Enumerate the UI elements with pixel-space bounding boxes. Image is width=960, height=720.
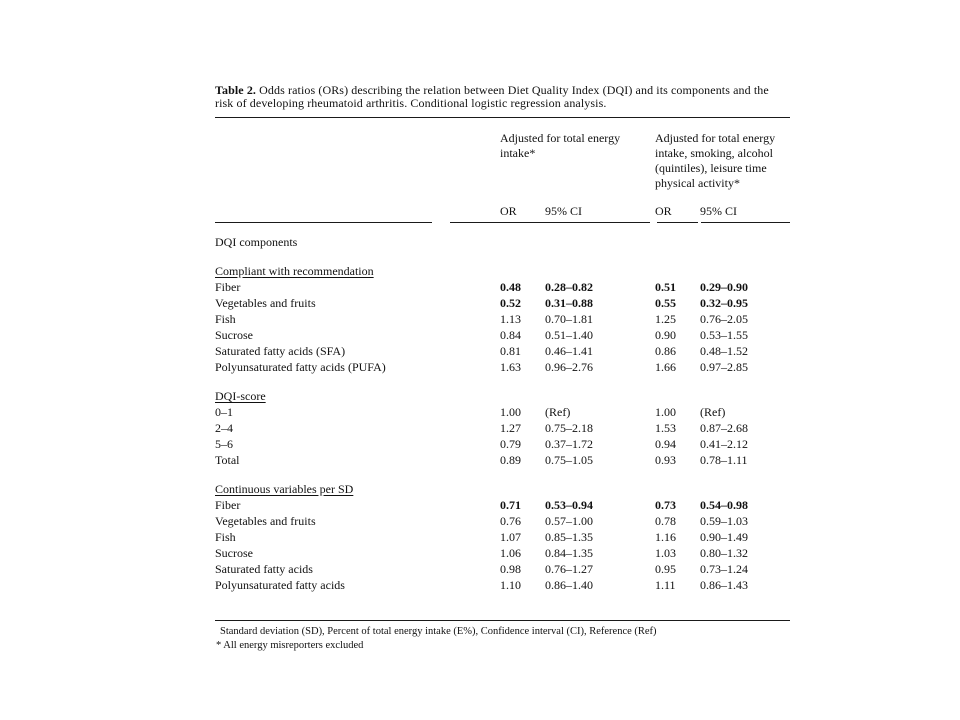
table-caption-number: Table 2. bbox=[215, 83, 257, 97]
table-row bbox=[215, 404, 790, 420]
or-column-header-2: OR bbox=[655, 204, 672, 218]
cell-or1: 0.71 bbox=[500, 498, 521, 512]
cell-ci1: 0.57–1.00 bbox=[545, 514, 593, 528]
cell-or1: 1.10 bbox=[500, 578, 521, 592]
ci-column-header-2: 95% CI bbox=[700, 204, 737, 218]
table-caption bbox=[215, 84, 790, 110]
cell-ci2: 0.97–2.85 bbox=[700, 360, 748, 374]
cell-label: Total bbox=[215, 453, 240, 467]
caption-divider-rule bbox=[215, 117, 790, 118]
cell-ci2: 0.29–0.90 bbox=[700, 280, 748, 294]
cell-or1: 0.98 bbox=[500, 562, 521, 576]
spacer-row bbox=[215, 375, 790, 388]
header-divider-rule bbox=[215, 222, 790, 223]
table-row bbox=[215, 420, 790, 436]
cell-label: 2–4 bbox=[215, 421, 233, 435]
cell-ci2: 0.73–1.24 bbox=[700, 562, 748, 576]
cell-label: Saturated fatty acids (SFA) bbox=[215, 344, 346, 358]
cell-or2: 0.95 bbox=[655, 562, 676, 576]
table-row bbox=[215, 359, 790, 375]
cell-ci1: 0.85–1.35 bbox=[545, 530, 593, 544]
cell-or2: 0.73 bbox=[655, 498, 676, 512]
section-heading: Compliant with recommendation bbox=[215, 264, 374, 278]
or-column-header-1: OR bbox=[500, 204, 517, 218]
cell-label: 0–1 bbox=[215, 405, 233, 419]
cell-label: Saturated fatty acids bbox=[215, 562, 313, 576]
cell-ci1: 0.46–1.41 bbox=[545, 344, 593, 358]
table-row bbox=[215, 343, 790, 359]
cell-or1: 0.52 bbox=[500, 296, 521, 310]
table-row bbox=[215, 529, 790, 545]
cell-or2: 1.03 bbox=[655, 546, 676, 560]
table-row bbox=[215, 545, 790, 561]
cell-or2: 0.78 bbox=[655, 514, 676, 528]
cell-or1: 1.00 bbox=[500, 405, 521, 419]
cell-or2: 1.25 bbox=[655, 312, 676, 326]
cell-ci1: 0.37–1.72 bbox=[545, 437, 593, 451]
cell-label: 5–6 bbox=[215, 437, 233, 451]
cell-or2: 0.86 bbox=[655, 344, 676, 358]
header-rule-segment-or2 bbox=[657, 222, 698, 223]
footnote-asterisk: * All energy misreporters excluded bbox=[216, 639, 364, 651]
cell-ci2: 0.86–1.43 bbox=[700, 578, 748, 592]
header-rule-segment-ci2 bbox=[701, 222, 790, 223]
cell-ci1: 0.86–1.40 bbox=[545, 578, 593, 592]
section-heading-row bbox=[215, 481, 790, 497]
cell-or1: 0.79 bbox=[500, 437, 521, 451]
table-row bbox=[215, 436, 790, 452]
cell-ci2: 0.78–1.11 bbox=[700, 453, 748, 467]
paper-table-region bbox=[215, 84, 790, 652]
cell-ci1: 0.28–0.82 bbox=[545, 280, 593, 294]
footnote-abbreviations: Standard deviation (SD), Percent of total energy intake (E%), Confidence interval (CI), Reference (Ref) bbox=[220, 626, 657, 637]
cell-or1: 1.27 bbox=[500, 421, 521, 435]
section-heading: DQI-score bbox=[215, 389, 266, 403]
cell-ci2: 0.59–1.03 bbox=[700, 514, 748, 528]
cell-ci1: (Ref) bbox=[545, 405, 571, 419]
cell-or1: 0.48 bbox=[500, 280, 521, 294]
cell-or2: 0.55 bbox=[655, 296, 676, 310]
cell-ci2: 0.53–1.55 bbox=[700, 328, 748, 342]
intro-row-label: DQI components bbox=[215, 235, 298, 249]
cell-ci2: 0.41–2.12 bbox=[700, 437, 748, 451]
cell-or2: 0.93 bbox=[655, 453, 676, 467]
cell-label: Fish bbox=[215, 312, 236, 326]
cell-label: Sucrose bbox=[215, 328, 253, 342]
table-body bbox=[215, 234, 790, 593]
cell-ci1: 0.96–2.76 bbox=[545, 360, 593, 374]
cell-label: Fiber bbox=[215, 498, 241, 512]
cell-ci1: 0.75–2.18 bbox=[545, 421, 593, 435]
table-row bbox=[215, 279, 790, 295]
section-heading: Continuous variables per SD bbox=[215, 482, 354, 496]
cell-or1: 1.07 bbox=[500, 530, 521, 544]
intro-row bbox=[215, 234, 790, 250]
table-row bbox=[215, 577, 790, 593]
cell-or2: 0.94 bbox=[655, 437, 676, 451]
cell-label: Fiber bbox=[215, 280, 241, 294]
table-row bbox=[215, 295, 790, 311]
cell-or2: 0.90 bbox=[655, 328, 676, 342]
table-row bbox=[215, 497, 790, 513]
header-rule-segment-stub bbox=[215, 222, 432, 223]
stub-header-empty bbox=[215, 131, 500, 191]
cell-or1: 1.06 bbox=[500, 546, 521, 560]
cell-or2: 0.51 bbox=[655, 280, 676, 294]
stub-subheader-empty bbox=[215, 204, 500, 219]
ci-column-header-1: 95% CI bbox=[545, 204, 582, 218]
cell-ci2: (Ref) bbox=[700, 405, 726, 419]
cell-ci1: 0.84–1.35 bbox=[545, 546, 593, 560]
cell-or2: 1.66 bbox=[655, 360, 676, 374]
cell-ci1: 0.51–1.40 bbox=[545, 328, 593, 342]
cell-label: Vegetables and fruits bbox=[215, 514, 316, 528]
section-heading-row bbox=[215, 388, 790, 404]
cell-label: Sucrose bbox=[215, 546, 253, 560]
cell-or1: 0.76 bbox=[500, 514, 521, 528]
cell-ci2: 0.76–2.05 bbox=[700, 312, 748, 326]
header-rule-segment-group1 bbox=[450, 222, 650, 223]
column-group-2-header: Adjusted for total energy intake, smoking, alcohol (quintiles), leisure time physical activity* bbox=[655, 131, 776, 190]
footnotes bbox=[215, 625, 790, 652]
cell-or2: 1.00 bbox=[655, 405, 676, 419]
cell-or1: 0.89 bbox=[500, 453, 521, 467]
cell-or2: 1.16 bbox=[655, 530, 676, 544]
cell-ci2: 0.48–1.52 bbox=[700, 344, 748, 358]
cell-ci2: 0.54–0.98 bbox=[700, 498, 748, 512]
spacer-row bbox=[215, 468, 790, 481]
cell-ci2: 0.90–1.49 bbox=[700, 530, 748, 544]
column-group-1-header: Adjusted for total energy intake* bbox=[500, 131, 621, 160]
cell-label: Polyunsaturated fatty acids (PUFA) bbox=[215, 360, 386, 374]
cell-ci2: 0.87–2.68 bbox=[700, 421, 748, 435]
cell-ci2: 0.80–1.32 bbox=[700, 546, 748, 560]
table-row bbox=[215, 513, 790, 529]
cell-ci1: 0.70–1.81 bbox=[545, 312, 593, 326]
cell-ci1: 0.31–0.88 bbox=[545, 296, 593, 310]
cell-label: Polyunsaturated fatty acids bbox=[215, 578, 345, 592]
footnote-divider-rule bbox=[215, 620, 790, 621]
cell-ci1: 0.53–0.94 bbox=[545, 498, 593, 512]
table-header-groups bbox=[215, 131, 790, 191]
spacer-row bbox=[215, 250, 790, 263]
section-heading-row bbox=[215, 263, 790, 279]
cell-or2: 1.53 bbox=[655, 421, 676, 435]
cell-label: Fish bbox=[215, 530, 236, 544]
cell-ci2: 0.32–0.95 bbox=[700, 296, 748, 310]
cell-or1: 0.84 bbox=[500, 328, 521, 342]
table-subheader-row bbox=[215, 204, 790, 219]
table-row bbox=[215, 327, 790, 343]
cell-or1: 0.81 bbox=[500, 344, 521, 358]
cell-ci1: 0.75–1.05 bbox=[545, 453, 593, 467]
cell-or1: 1.13 bbox=[500, 312, 521, 326]
cell-or1: 1.63 bbox=[500, 360, 521, 374]
table-row bbox=[215, 452, 790, 468]
cell-ci1: 0.76–1.27 bbox=[545, 562, 593, 576]
odds-ratio-table bbox=[215, 234, 790, 593]
table-caption-text: Odds ratios (ORs) describing the relation between Diet Quality Index (DQI) and its components and the risk of developing rheumatoid arthritis. Conditional logistic regression analysis. bbox=[215, 83, 769, 110]
cell-label: Vegetables and fruits bbox=[215, 296, 316, 310]
cell-or2: 1.11 bbox=[655, 578, 676, 592]
table-row bbox=[215, 311, 790, 327]
table-row bbox=[215, 561, 790, 577]
